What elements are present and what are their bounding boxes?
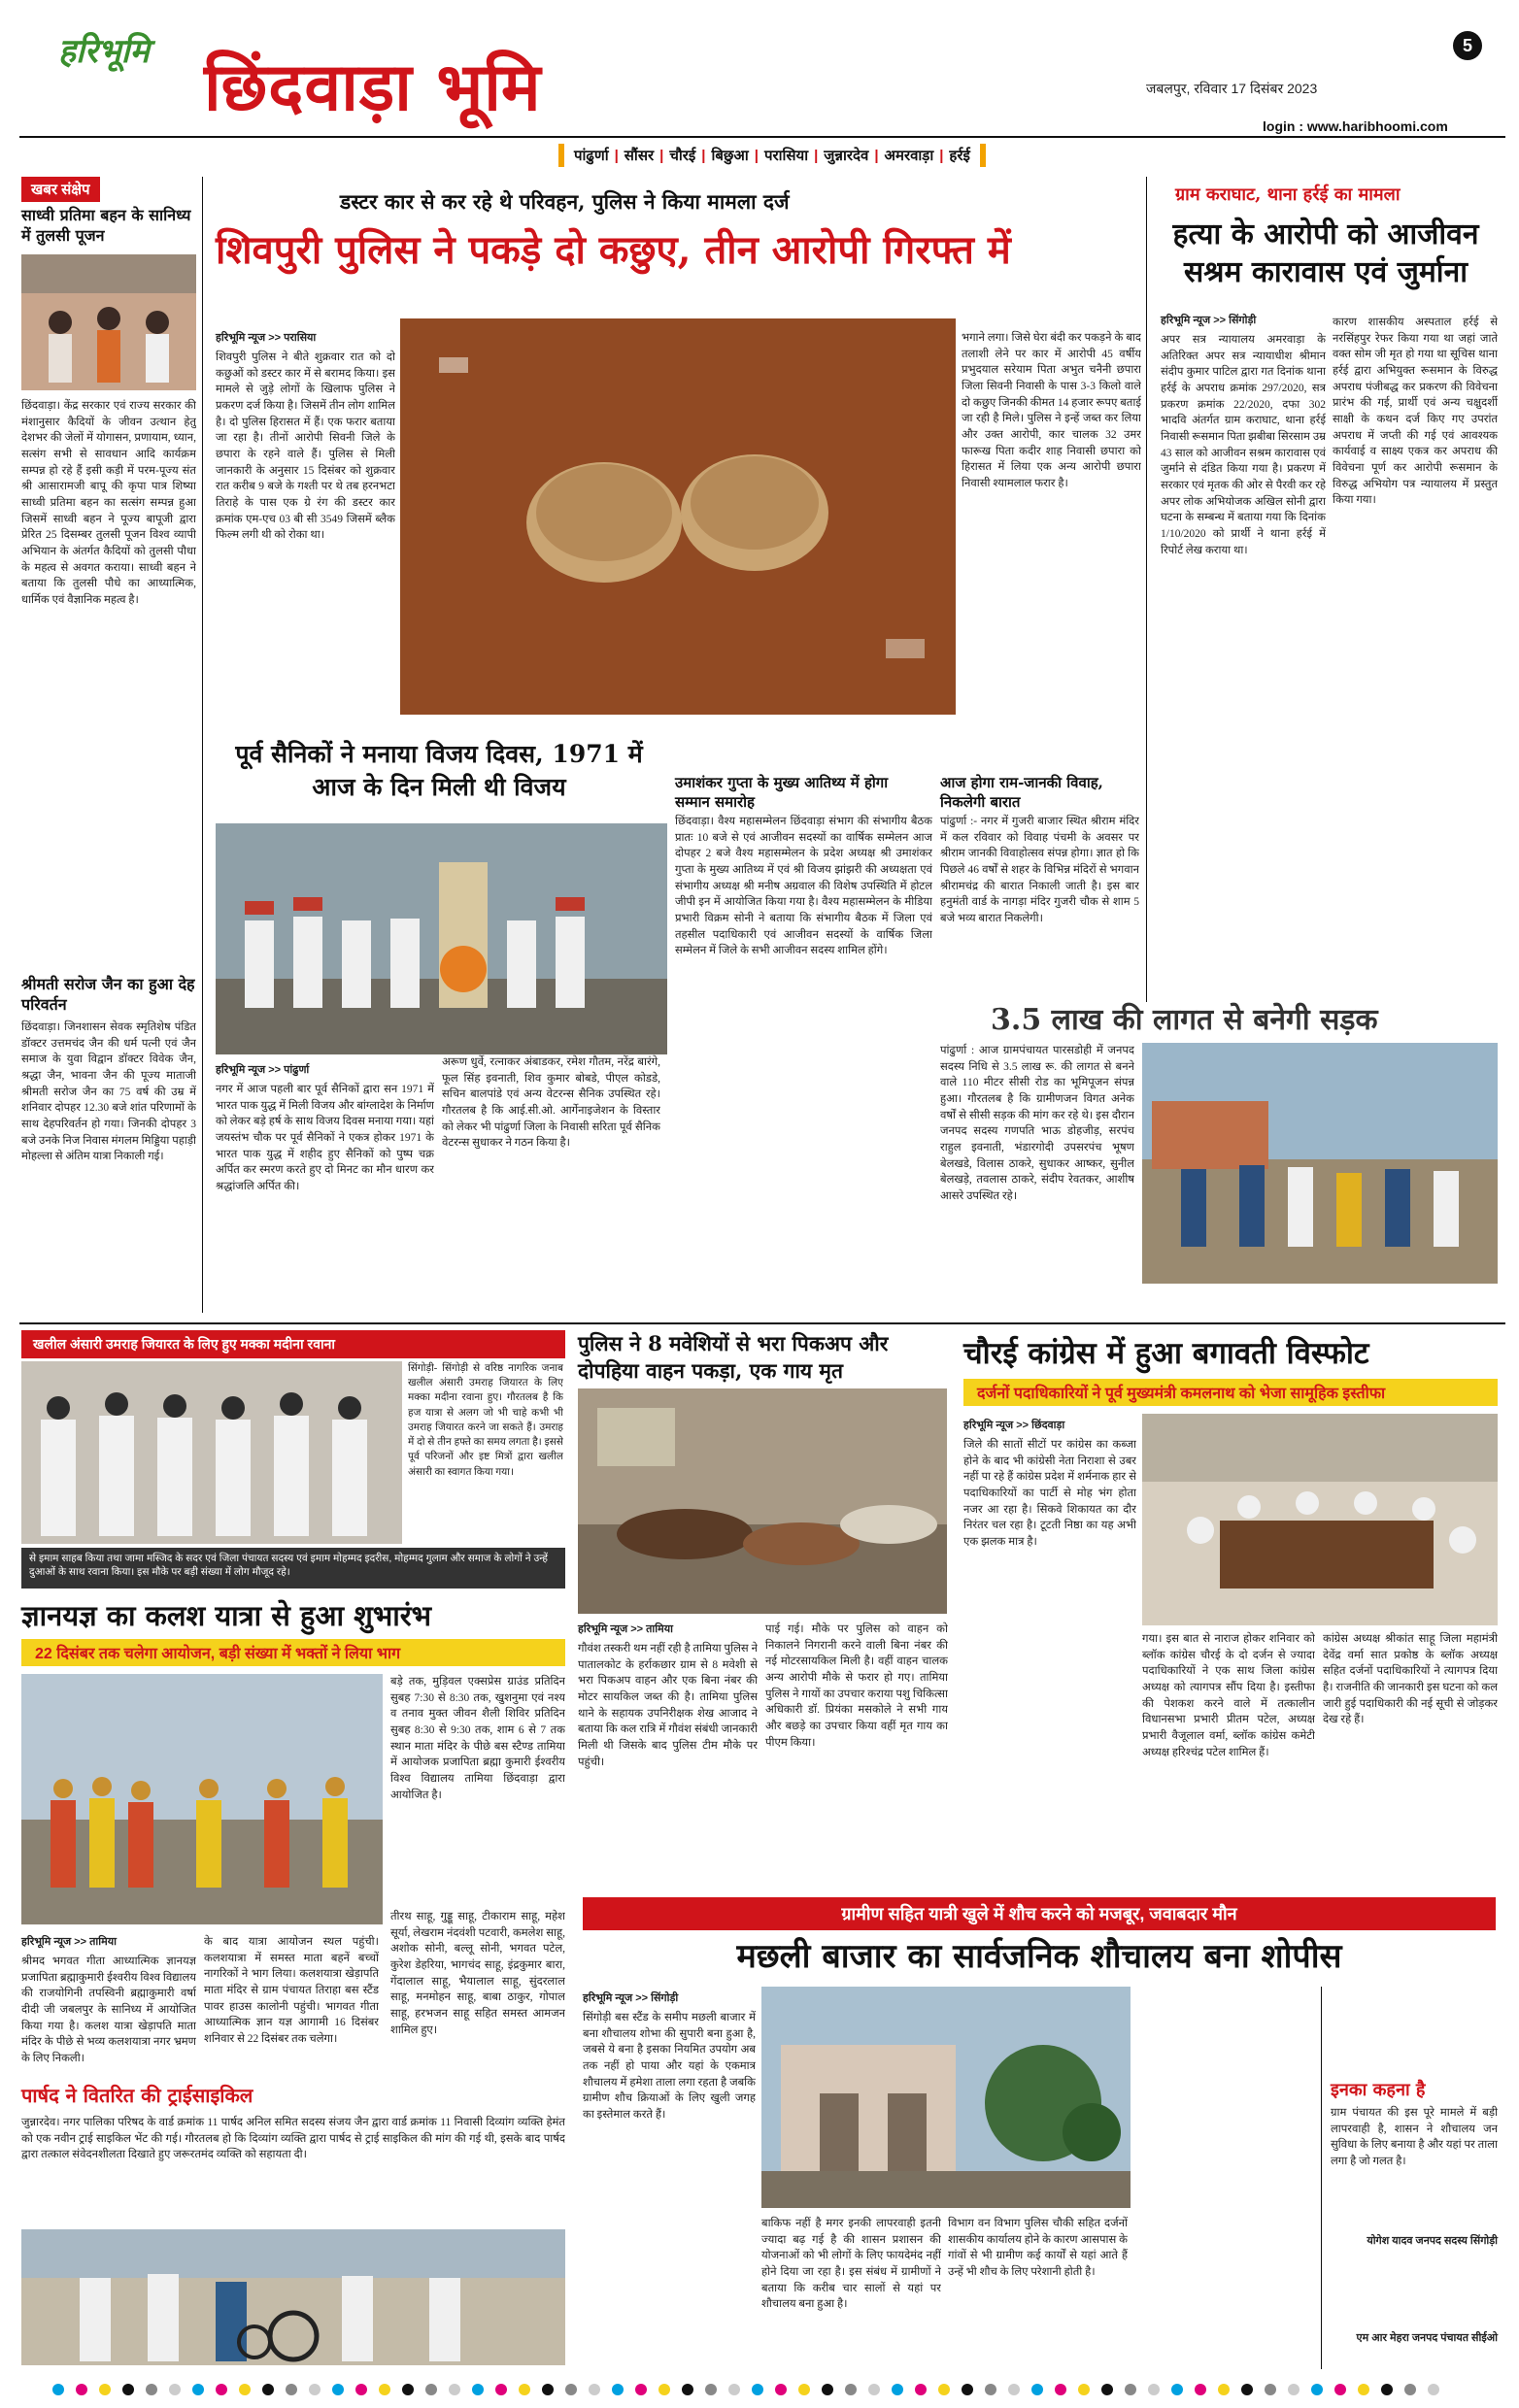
registration-dot [1428, 2384, 1439, 2395]
tricycle-body: जुन्नारदेव। नगर पालिका परिषद के वार्ड क्रमांक 11 पार्षद अनिल समित सदस्य संजय जैन द्वारा वार्ड क्रमांक 11 निवासी दिव्यांग व्यक्ति हेमंत को एक नवीन ट्राई साइकिल भेंट की गई। गौरतलब हो कि दिव्यांग व्यक्ति द्वारा पार्षद से ट्राई साइकिल की मांग की गई थी, इसके बाद पार्षद द्वारा तत्काल संवेदनशीलता दिखाते हुए जरूरतमंद व्यक्ति को सहायता दी। [21, 2117, 565, 2161]
registration-dot [542, 2384, 554, 2395]
registration-dot [798, 2384, 810, 2395]
registration-dot [822, 2384, 833, 2395]
congress-body-3: कांग्रेस अध्यक्ष श्रीकांत साहू जिला महामंत्री देवेंद्र वर्मा सात प्रकोष्ठ के ब्लॉक अध्यक्ष सहित दर्जनों पदाधिकारियों ने त्यागपत्र दिया है। राजनीति की जानकारी इस घटना को कल जारी हुई पदाधिकारी की नई सूची से जोड़कर देख रहे हैं। [1323, 1633, 1498, 1726]
registration-dot [1288, 2384, 1300, 2395]
brief-photo [21, 254, 196, 390]
shauch-body-1: सिंगोड़ी बस स्टैंड के समीप मछली बाजार में बना शौचालय शोभा की सुपारी बना हुआ है, जबसे ये बना है इसका नियमित उपयोग अब तक नहीं हो पाया और यहां के एकमात्र शौचालय में हमेशा ताला लगा रहता है जबकि ग्रामीण शौच क्रियाओं के लिए खुली जगह का इस्तेमाल करते हैं। [583, 2012, 756, 2122]
comment-signature-2: एम आर मेहरा जनपद पंचायत सीईओ [1356, 2332, 1498, 2344]
kalash-yatra-photo [21, 1674, 383, 1924]
registration-dot [192, 2384, 204, 2395]
veterans-photo [216, 823, 667, 1054]
murder-byline: हरिभूमि न्यूज >> सिंगोड़ी [1161, 315, 1257, 326]
comment-signature-1: योगेश यादव जनपद सदस्य सिंगोड़ी [1367, 2235, 1498, 2247]
registration-dot [1078, 2384, 1090, 2395]
column-divider [1321, 1987, 1322, 2369]
lead-headline: शिवपुरी पुलिस ने पकड़े दो कछुए, तीन आरोपी गिरफ्त में [216, 227, 1011, 273]
registration-dot [286, 2384, 297, 2395]
cattle-photo [578, 1388, 947, 1614]
registration-dot [99, 2384, 111, 2395]
congress-byline: हरिभूमि न्यूज >> छिंदवाड़ा [963, 1420, 1065, 1431]
congress-body-2: गया। इस बात से नाराज होकर शनिवार को ब्लॉक कांग्रेस चौरई के दो दर्जन से ज्यादा पदाधिकारियों ने एक साथ जिला कांग्रेस अध्यक्ष को त्यागपत्र सौंप दिया है। इस्तीफा की पेशकश करने वाले में तत्कालीन विधानसभा प्रभारी प्रीतम पटेल, अध्यक्ष प्रभारी वैजूलाल वर्मा, ब्लॉक कांग्रेस कमेटी अध्यक्ष हरिश्चंद्र पटेल शामिल हैं। [1142, 1633, 1315, 1758]
registration-dot [752, 2384, 763, 2395]
sammelan-kicker: उमाशंकर गुप्ता के मुख्य आतिथ्य में होगा सम्मान समारोह [675, 774, 889, 812]
registration-dot [76, 2384, 87, 2395]
shauch-body-3: विभाग वन विभाग पुलिस चौकी सहित दर्जनों शासकीय कार्यालय होने के कारण आसपास के गांवों से भी ग्रामीण कई कार्यों से यहां आते हैं उन्हें भी शौच के लिए परेशानी होती है। [948, 2218, 1128, 2279]
registration-dot [728, 2384, 740, 2395]
registration-dot [1125, 2384, 1136, 2395]
turtle-photo [400, 318, 956, 715]
kalash-body-4: तीरथ साहू, गुड्डू साहू, टीकाराम साहू, महेश सूर्या, लेखराम नंदवंशी पटवारी, कमलेश साहू, अशोक सोनी, बल्लू सोनी, भगवत पटेल, कुरेश डेहरिया, भागचंद साहू, इंद्रकुमार बारा, गेंदालाल साहू, भैयालाल साहू, सुंदरलाल साहू, मनमोहन साहू, बाबा ठाकुर, गोपाल साहू, हरभजन साहू सहित समस्त आमजन शामिल हुए। [390, 1911, 565, 2036]
lead-kicker: डस्टर कार से कर रहे थे परिवहन, पुलिस ने किया मामला दर्ज [340, 189, 790, 214]
masthead-rule [19, 136, 1505, 138]
tricycle-photo [21, 2229, 565, 2365]
sadak-headline: 3.5 लाख की लागत से बनेगी सड़क [991, 1003, 1378, 1037]
shauch-byline: हरिभूमि न्यूज >> सिंगोड़ी [583, 1992, 679, 2004]
registration-dot [1404, 2384, 1416, 2395]
pickup-body-1: गौवंश तस्करी थम नहीं रही है तामिया पुलिस ने पातालकोट के हर्राकछार ग्राम से 8 मवेशी से भरा पिकअप वाहन और एक बिना नंबर की मोटर सायकिल जब्त की है। तामिया पुलिस थाने के सहायक उपनिरीक्षक शेख आजाद ने बताया कि कल रात्रि में गौवंश संबंधी जानकारी मिली थी जिसके बाद पुलिस टीम मौके पर पहुंची। [578, 1643, 758, 1768]
umrah-caption: से इमाम साहब किया तथा जामा मस्जिद के सदर एवं जिला पंचायत सदस्य एवं इमाम मोहम्मद इदरीस, मोहम्मद गुलाम और समाज के लोगों ने उन्हें दुआओं के साथ रवाना किया। इस मौके पर बड़ी संख्या में लोग मौजूद रहे। [21, 1548, 565, 1589]
registration-dot [262, 2384, 274, 2395]
registration-dot [589, 2384, 600, 2395]
brief-headline-2: श्रीमती सरोज जैन का हुआ देह परिवर्तन [21, 975, 195, 1014]
brief-label: खबर संक्षेप [21, 177, 100, 202]
registration-dot [332, 2384, 344, 2395]
umrah-body: सिंगोड़ी- सिंगोड़ी से वरिष्ठ नागरिक जनाब खलील अंसारी उमराह जियारत के लिए मक्का मदीना रवाना हुए। गौरतलब है कि हज यात्रा से अलग जो भी चाहे कभी भी उमराह जियारत करने जा सकते हैं। उमराह में दो से तीन हफ्ते का समय लगता है। इससे पूर्व परिजनों और इष्ट मित्रों द्वारा खलील अंसारी का स्वागत किया गया। [408, 1363, 563, 1478]
umrah-photo [21, 1361, 402, 1544]
tricycle-headline: पार्षद ने वितरित की ट्राईसाइकिल [21, 2084, 253, 2107]
kalash-strip: 22 दिसंबर तक चलेगा आयोजन, बड़ी संख्या में भक्तों ने लिया भाग [21, 1639, 565, 1666]
murder-body-2: कारण शासकीय अस्पताल हर्रई से नरसिंहपुर रेफर किया गया था जहां जाते वक्त सोम जी मृत हो गया था सूचिस थाना हर्रई द्वारा अभियुक्त रूसमान के विरुद्ध अपराध पंजीबद्ध कर प्रकरण की विवेचना प्रारंभ की गई, प्रार्थी एवं अन्य चक्षुदर्शी साक्षी के कथन दर्ज किए गए उपरांत अपराध में जप्ती की गई एवं आवश्यक कार्यवाई व साक्ष्य एकत्र कर अपराध की विवेचना पूर्ण कर आरोपी रूसमान के विरुद्ध अभियोग पत्र न्यायालय में प्रस्तुत किया गया। [1333, 317, 1498, 507]
registration-dot [658, 2384, 670, 2395]
shauch-body-2: बाकिफ नहीं है मगर इनकी लापरवाही इतनी ज्यादा बढ़ गई है की शासन प्रशासन की योजनाओं को भी लोगों के लिए फायदेमंद नहीं होने दिया जा रहा है। इस संबंध में ग्रामीणों ने बताया कि करीब चार सालों से यहां पर शौचालय बना हुआ है। [761, 2218, 941, 2311]
page-title: छिंदवाड़ा भूमि [204, 49, 542, 126]
kalash-byline: हरिभूमि न्यूज >> तामिया [21, 1936, 117, 1948]
comment-title: इनका कहना है [1331, 2080, 1426, 2100]
sadak-body: पांढुर्णा : आज ग्रामपंचायत पारसडोही में जनपद सदस्य निधि से 3.5 लाख रू. की लागत से बनने वाले 110 मीटर सीसी रोड का भूमिपूजन संपन्न हुआ। गौरतलब है कि ग्रामीणजन विगत अनेक वर्षों से सीसी सड़क की मांग कर रहे थे। इस दौरान जनपद सदस्य गणपति भाऊ डोहजीड़, सरपंच राहुल इवनाती, भंडारगोदी उपसरपंच भूषण बेलखडे, विलास ठाकरे, सुधाकर आष्कर, सुनील बेलखड़े, तवलास ठाकरे, संदीप रेवतकर, आशीष आसरे उपस्थित रहे। [940, 1045, 1134, 1203]
vijay-body-1: नगर में आज पहली बार पूर्व सैनिकों द्वारा सन 1971 में भारत पाक युद्ध में मिली विजय और बांग्लादेश के निर्माण को लेकर बड़े हर्ष के साथ विजय दिवस मनाया गया। यहां जयस्तंभ चौक पर पूर्व सैनिकों ने एकत्र होकर 1971 के भारत पाक युद्ध में शहीद हुए सैनिकों को पुष्प चक्र अर्पित कर स्मरण करते हुए दो मिनट का मौन धारण कर श्रद्धांजलि अर्पित की। [216, 1084, 434, 1193]
print-registration-marks [0, 2375, 1519, 2404]
registration-dot [1195, 2384, 1206, 2395]
kalash-body-1: बड़े तक, मुड़िवल एक्सप्रेस ग्राउंड प्रतिदिन सुबह 7:30 से 8:30 तक, खुशनुमा एवं नश्य व तनाव मुक्त जीवन शैली शिविर प्रतिदिन सुबह 8:30 से 9:30 तक, शाम 6 से 7 तक स्थान माता मंदिर के पीछे बस स्टैण्ड तामिया में आयोजक प्रजापिता ब्रह्मा कुमारी ईश्वरीय विश्व विद्यालय तामिया छिंदवाड़ा द्वारा आयोजित है। [390, 1676, 565, 1801]
murder-body-1: अपर सत्र न्यायालय अमरवाड़ा के अतिरिक्त अपर सत्र न्यायाधीश श्रीमान संदीप कुमार पाटिल द्वारा गत दिनांक थाना हर्रई के अपराध क्रमांक 297/2020, सत्र प्रकरण क्रमांक 22/2020, दफा 302 भादवि अंतर्गत ग्राम कराघाट, थाना हर्रई निवासी रूसमान पिता झबीबा सिरसाम उम्र 43 साल को आजीवन सश्रम कारावास एवं जुर्माने से दंडित किया गया है। प्रकरण में सरकार एवं मृतक की ओर से पैरवी कर रहे अपर लोक अभियोजक अखिल सोनी द्वारा घटना के सम्बन्ध में बताया गया कि दिनांक 1/10/2020 को प्रार्थी ने थाना हर्रई में रिपोर्ट लेख कराया था। [1161, 334, 1326, 556]
registration-dot [915, 2384, 927, 2395]
registration-dot [1334, 2384, 1346, 2395]
comment-body: ग्राम पंचायत की इस पूरे मामले में बड़ी लापरवाही है, शासन ने शौचालय जन सुविधा के लिए बनाया है और यहां पर ताला लगा है जो गलत है। [1331, 2107, 1498, 2168]
registration-dot [1311, 2384, 1323, 2395]
registration-dot [472, 2384, 484, 2395]
column-divider [202, 177, 203, 1313]
registration-dot [1171, 2384, 1183, 2395]
pickup-headline: पुलिस ने 8 मवेशियों से भरा पिकअप और दोपहिया वाहन पकड़ा, एक गाय मृत [578, 1331, 889, 1384]
nav-item[interactable]: पांढुर्णा [574, 148, 609, 164]
registration-dot [1358, 2384, 1369, 2395]
congress-strip: दर्जनों पदाधिकारियों ने पूर्व मुख्यमंत्री कमलनाथ को भेजा सामूहिक इस्तीफा [963, 1379, 1498, 1406]
registration-dot [52, 2384, 64, 2395]
column-divider [1146, 177, 1147, 1002]
pickup-body-2: पाई गई। मौके पर पुलिस को वाहन को निकालने निगरानी करने वाली बिना नंबर की नई मोटरसायकिल मिली है। वहीं वाहन चालक अन्य आरोपी मौके से फरार हो गए। तामिया पुलिस ने गायों का उपचार कराया पशु चिकित्सा अधिकारी डॉ. प्रियंका मसकोले ने सभी गाय और बछड़े का उपचार किया वहीं मृत गाय का पीएम किया। [765, 1623, 948, 1749]
kalash-body-2: श्रीमद भगवत गीता आध्यात्मिक ज्ञानयज्ञ प्रजापिता ब्रह्माकुमारी ईश्वरीय विश्व विद्यालय की राजयोगिनी तपस्विनी ब्रह्माकुमारी वर्षा दीदी जी जबलपुर के सानिध्य में आयोजित किया गया है। कलश यात्रा खेड़ापति माता मंदिर के पीछे से भव्य कलशयात्रा नगर भ्रमण के लिए निकली। [21, 1956, 196, 2065]
brief-body-2: छिंदवाड़ा। जिनशासन सेवक स्मृतिशेष पंडित डॉक्टर उत्तमचंद जैन की धर्म पत्नी एवं जैन समाज के युवा विद्वान डॉक्टर विवेक जैन, श्रद्धा जैन, भावना जैन की पूज्य माताजी श्रीमती सरोज जैन का 75 वर्ष की उम्र में शनिवार दोपहर 12.30 बजे शांत परिणामों के साथ देहपरिवर्तन हो गया। जिनकी दोपहर 3 बजे उनके निज निवास मंगलम मिड्डिया पहाड़ी मोहल्ला से अंतिम यात्रा निकाली गई। [21, 1021, 196, 1163]
baraat-body: पांढुर्णा :- नगर में गुजरी बाजार स्थित श्रीराम मंदिर में कल रविवार को विवाह पंचमी के अवसर पर श्रीराम जानकी विवाहोत्सव संपन्न होगा। ज्ञात हो कि पिछले 46 वर्षों से शहर के विभिन्न मंदिरों से भगवान श्रीरामचंद्र की बारात निकाली जाती है। इस बार हनुमंती वार्ड के नागड़ा मंदिर गुजरी चौक से शाम 5 बजे भव्य बारात निकलेगी। [940, 816, 1139, 925]
registration-dot [519, 2384, 530, 2395]
registration-dot [1148, 2384, 1160, 2395]
registration-dot [775, 2384, 787, 2395]
brief-headline-1: साध्वी प्रतिमा बहन के सानिध्य में तुलसी पूजन [21, 206, 191, 245]
registration-dot [146, 2384, 157, 2395]
registration-dot [239, 2384, 251, 2395]
murder-headline: हत्या के आरोपी को आजीवन सश्रम कारावास एवं जुर्माना [1172, 217, 1479, 289]
congress-headline: चौरई कांग्रेस में हुआ बगावती विस्फोट [963, 1336, 1369, 1371]
registration-dot [1265, 2384, 1276, 2395]
registration-dot [682, 2384, 693, 2395]
registration-dot [379, 2384, 390, 2395]
registration-dot [705, 2384, 717, 2395]
shauch-band: ग्रामीण सहित यात्री खुले में शौच करने को मजबूर, जवाबदार मौन [583, 1897, 1496, 1930]
registration-dot [449, 2384, 460, 2395]
registration-dot [1031, 2384, 1043, 2395]
registration-dot [1055, 2384, 1066, 2395]
nav-item[interactable]: अमरवाड़ा [884, 148, 934, 164]
road-bhoomipujan-photo [1142, 1043, 1498, 1284]
nav-item[interactable]: बिछुआ [711, 148, 749, 164]
registration-dot [122, 2384, 134, 2395]
registration-dot [868, 2384, 880, 2395]
shauch-headline: मछली बाजार का सार्वजनिक शौचालय बना शोपीस [736, 1937, 1342, 1976]
registration-dot [1381, 2384, 1393, 2395]
umrah-band: खलील अंसारी उमराह जियारत के लिए हुए मक्का मदीना रवाना [21, 1330, 565, 1358]
registration-dot [985, 2384, 996, 2395]
sammelan-body: छिंदवाड़ा। वैश्य महासम्मेलन छिंदवाड़ा संभाग की संभागीय बैठक प्रातः 10 बजे से एवं आजीवन सदस्यों का वार्षिक सम्मेलन आज दोपहर 2 बजे वैश्य महासम्मेलन के प्रदेश अध्यक्ष श्री उमाशंकर गुप्ता के मुख्य आतिथ्य में एवं श्री विजय झांझरी की अध्यक्षता एवं संभागीय अध्यक्ष श्री मनीष अग्रवाल की विशेष उपस्थिति में होटल जीपी इन में आयोजित किया गया है। वैश्य महासम्मेलन के मीडिया प्रभारी विक्रम सोनी ने बताया कि संभागीय बैठक में जिला एवं तहसील पदाधिकारी एवं आजीवन सदस्यों के वार्षिक जिला सम्मेलन में जिले के सभी आजीवन सदस्य शामिल होंगे। [675, 816, 932, 957]
vijay-body-2: अरूण धुर्वे, रत्नाकर अंबाडकर, रमेश गौतम, नरेंद्र बारंगे, फूल सिंह इवनाती, शिव कुमार बोबडे, पीएल कोडडे, सचिन बालपांडे एवं अन्य वेटरन्स सैनिक उपस्थित रहे। गौरतलब है कि आई.सी.ओ. आर्गेनाइजेशन के विस्तार को लेकर भी पांढुर्णा जिला के निवासी सरिता पूर्व सैनिक वेटरन्स सुधाकर ने गठन किया है। [442, 1056, 660, 1150]
vijay-byline: हरिभूमि न्यूज >> पांढुर्णा [216, 1064, 310, 1076]
lead-body-1: शिवपुरी पुलिस ने बीते शुक्रवार रात को दो कछुओं को डस्टर कार में से बरामद किया। इस मामले से जुड़े लोगों के खिलाफ पुलिस ने प्रकरण दर्ज किया है। जिसमें तीन लोग शामिल है। दो पुलिस हिरासत में हैं। एक फरार बताया जा रहा है। तीनों आरोपी सिवनी जिले के छपारा के रहने वाले हैं। पुलिस से मिली जानकारी के अनुसार 15 दिसंबर को शुक्रवार रात करीब 9 बजे के गश्ती पर थे तब हरनभटा तिराहे के पास एक ग्रे रंग की डस्टर कार क्रमांक एम-एच 03 बी सी 3549 जिसमें ब्लैक फिल्म लगी थी को रोका था। [216, 351, 395, 542]
registration-dot [1241, 2384, 1253, 2395]
registration-dot [1008, 2384, 1020, 2395]
pickup-byline: हरिभूमि न्यूज >> तामिया [578, 1623, 673, 1635]
lead-body-2: भगाने लगा। जिसे घेरा बंदी कर पकड़ने के बाद तलाशी लेने पर कार में आरोपी 45 वर्षीय प्रभुदयाल सरेयाम पिता अभुत चनैनी छपारा जिला सिवनी निवासी के पास 3-3 किलो वाले दो कछुए जिनकी कीमत 14 हजार रूपए बताई जा रही है मिले। पुलिस ने इन्हें जब्त कर लिया और उक्त आरोपी, कार चालक 32 उमर फारूख पिता कदीर शाह निवासी छपारा को हिरासत में लिया एक अन्य आरोपी छपारा निवासी श्यामलाल फरार है। [962, 332, 1141, 490]
registration-dot [402, 2384, 414, 2395]
nav-item[interactable]: परासिया [763, 148, 809, 164]
murder-kicker: ग्राम कराघाट, थाना हर्रई का मामला [1175, 184, 1401, 205]
registration-dot [425, 2384, 437, 2395]
registration-dot [216, 2384, 227, 2395]
lead-byline: हरिभूमि न्यूज >> परासिया [216, 332, 317, 344]
registration-dot [892, 2384, 903, 2395]
registration-dot [962, 2384, 973, 2395]
nav-item[interactable]: चौरई [669, 148, 696, 164]
registration-dot [1101, 2384, 1113, 2395]
registration-dot [612, 2384, 624, 2395]
registration-dot [845, 2384, 857, 2395]
dateline: जबलपुर, रविवार 17 दिसंबर 2023 [1146, 81, 1318, 96]
brand-logo[interactable]: हरिभूमि [58, 32, 150, 71]
registration-dot [495, 2384, 507, 2395]
toilet-photo [761, 1987, 1131, 2208]
nav-item[interactable]: हर्रई [949, 148, 970, 164]
kalash-headline: ज्ञानयज्ञ का कलश यात्रा से हुआ शुभारंभ [21, 1599, 431, 1632]
congress-body-1: जिले की सातों सीटों पर कांग्रेस का कब्जा होने के बाद भी कांग्रेसी नेता निराशा से उबर नहीं पा रहे हैं कांग्रेस प्रदेश में शर्मनाक हार से पदाधिकारियों का पार्टी से मोह भंग होता नजर आ रहा है। सिकवे शिकायत का दौर निरंतर चल रहा है। टूटती निष्ठा का यह अभी एक झलक मात्र है। [963, 1439, 1136, 1549]
brief-body-1: छिंदवाड़ा। केंद्र सरकार एवं राज्य सरकार की मंशानुसार कैदियों के जीवन उत्थान हेतु देशभर की जेलों में योगासन, प्रणायाम, ध्यान, सत्संग सभी से सावधान आदि कार्यक्रम सम्पन्न हो रहे हैं इसी कड़ी में परम-पूज्य संत श्री आसारामजी बापू की कृपा पात्र शिष्या साध्वी प्रतिमा बहन का सत्संग सम्पन्न हुआ जिसमें साध्वी बहन ने पूज्य बापूजी द्वारा प्रेरित 25 दिसम्बर तुलसी पूजन विश्व व्यापी अभियान के अंतर्गत कैदियों को तुलसी पौधा के महत्व से अवगत कराया। साध्वी बहन ने बताया कि तुलसी पौधे का आध्यात्मिक, धार्मिक एवं वैज्ञानिक महत्व है। [21, 400, 196, 607]
vijay-headline: पूर्व सैनिकों ने मनाया विजय दिवस, 1971 में आज के दिन मिली थी विजय [235, 740, 643, 801]
kalash-body-3: के बाद यात्रा आयोजन स्थल पहुंची। कलशयात्रा में समस्त माता बहनें बच्चों नागरिकों ने भाग लिया। कलशयात्रा खेड़ापति माता मंदिर से ग्राम पंचायत तिराहा बस स्टैंड पावर हाउस कालोनी पहुंची। भागवत गीता आध्यात्मिक ज्ञान यज्ञ आगामी 16 दिसंबर शनिवार से 22 दिसंबर तक चलेगा। [204, 1936, 379, 2046]
registration-dot [355, 2384, 367, 2395]
page-number-badge: 5 [1453, 31, 1482, 60]
registration-dot [565, 2384, 577, 2395]
login-link[interactable]: login : www.haribhoomi.com [1263, 118, 1448, 134]
section-rule [19, 1322, 1505, 1324]
nav-item[interactable]: जुन्नारदेव [824, 148, 869, 164]
baraat-kicker: आज होगा राम-जानकी विवाह, निकलेगी बारात [940, 774, 1103, 812]
registration-dot [309, 2384, 321, 2395]
congress-meeting-photo [1142, 1414, 1498, 1625]
registration-dot [1218, 2384, 1230, 2395]
registration-dot [169, 2384, 181, 2395]
registration-dot [938, 2384, 950, 2395]
tehsil-nav: पांढुर्णा | सौंसर | चौरई | बिछुआ | परासिया | जुन्नारदेव | अमरवाड़ा | हर्रई [558, 144, 986, 167]
registration-dot [635, 2384, 647, 2395]
nav-item[interactable]: सौंसर [624, 148, 655, 164]
